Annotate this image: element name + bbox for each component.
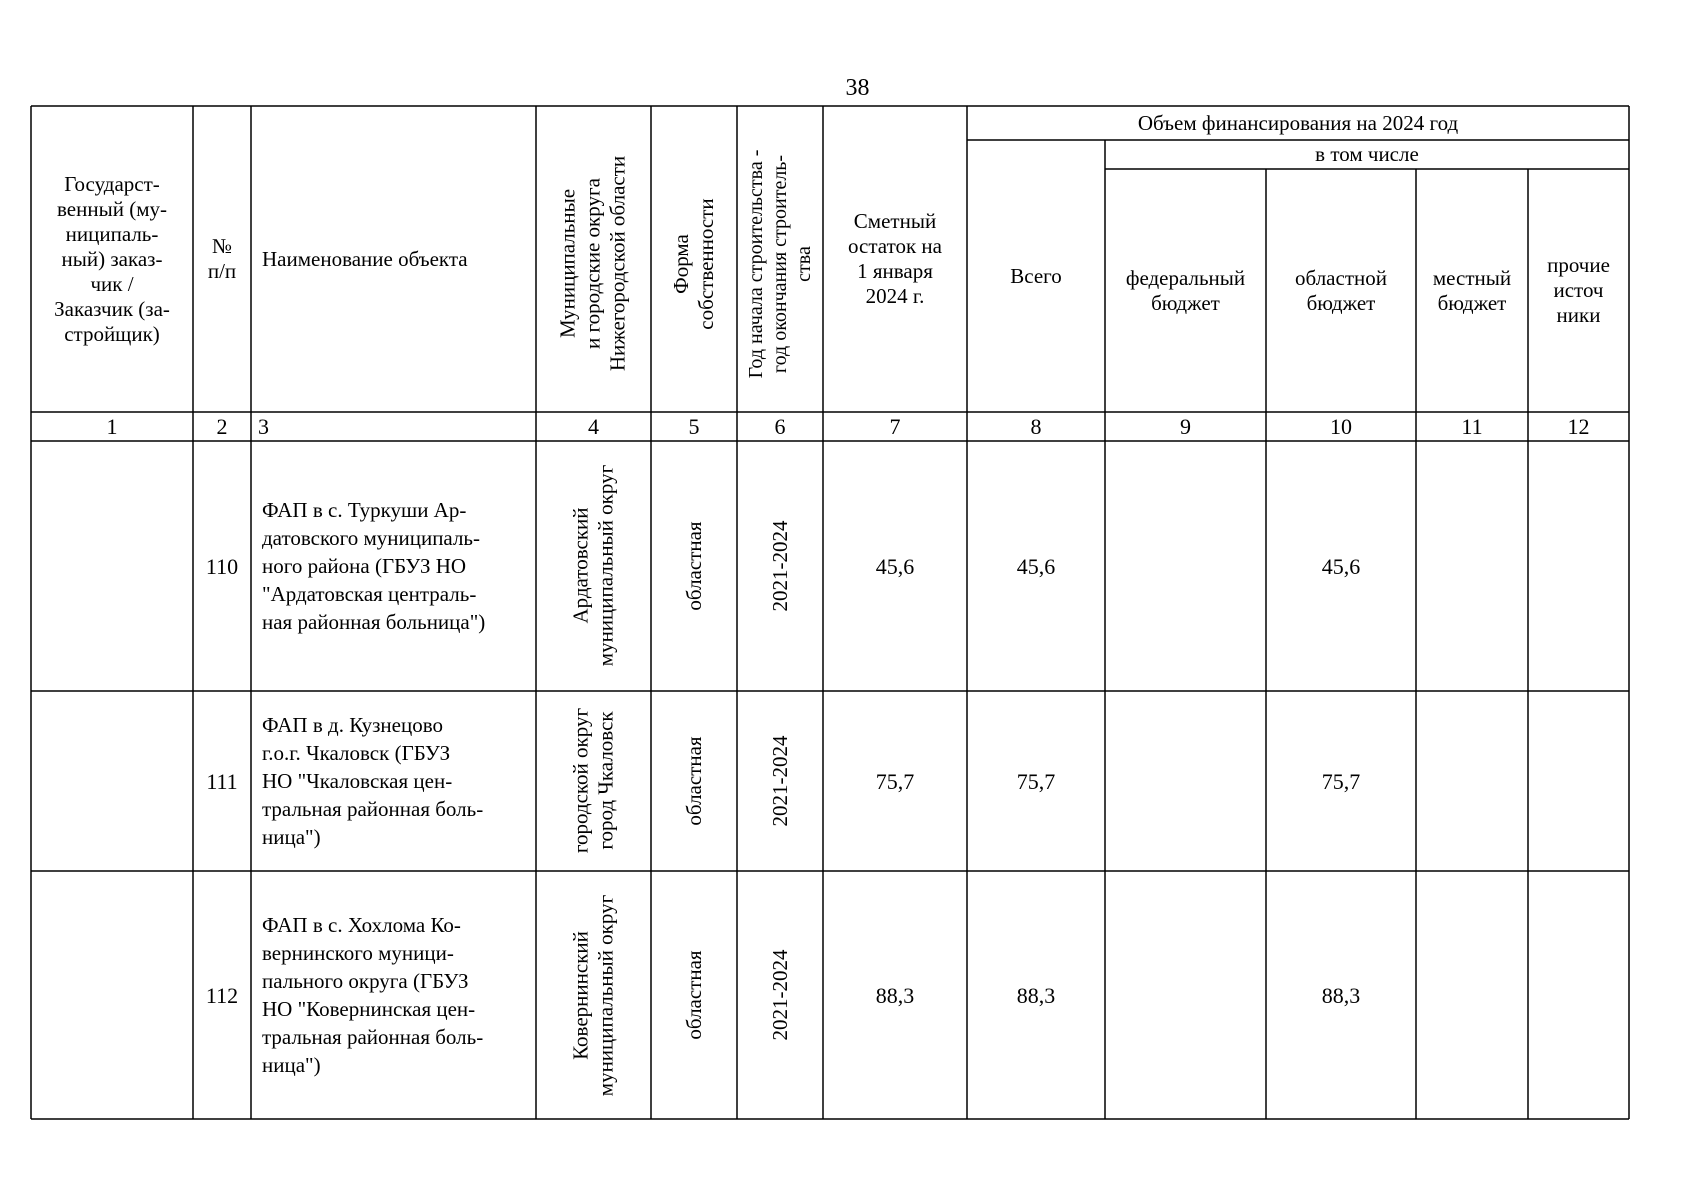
table-row-total: 88,3	[1016, 982, 1056, 1008]
header-municipality: Муниципальные и городские округа Нижегородской области	[555, 155, 630, 372]
table-row-local	[1416, 871, 1528, 1119]
table-row-ownership: областная	[681, 950, 706, 1040]
header-federal-budget: федеральный бюджет	[1125, 265, 1246, 315]
column-number: 12	[1567, 414, 1590, 439]
column-number: 7	[889, 414, 901, 439]
header-construction-years: Год начала строительства - год окончания строитель- ства	[745, 149, 815, 379]
table-row-object-name: ФАП в с. Туркуши Ар- датовского муниципаль- ного района (ГБУЗ НО "Ардатовская централь- ная районная больница")	[262, 498, 486, 634]
header-regional-budget: областной бюджет	[1295, 265, 1387, 315]
table-row-municipality: Ковернинский муниципальный округ	[568, 894, 617, 1097]
column-number: 1	[106, 414, 118, 439]
table-row-other	[1528, 691, 1629, 871]
table-row-other	[1528, 441, 1629, 691]
column-number: 5	[688, 414, 700, 439]
table-row-object-name: ФАП в д. Кузнецово г.о.г. Чкаловск (ГБУЗ НО "Чкаловская цен- тральная районная боль- ница")	[262, 713, 484, 849]
table-row-estimate: 75,7	[875, 768, 915, 794]
column-number: 6	[774, 414, 786, 439]
table-row-other	[1528, 871, 1629, 1119]
column-number: 4	[588, 414, 599, 439]
header-ownership: Форма собственности	[669, 198, 718, 330]
table-row-number: 110	[205, 553, 239, 579]
table-row-total: 75,7	[1016, 768, 1056, 794]
column-number: 10	[1330, 414, 1352, 439]
column-number: 2	[216, 414, 228, 439]
table-row-estimate: 45,6	[875, 553, 915, 579]
table-row-municipality: городской округ город Чкаловск	[568, 707, 617, 854]
table-row-regional: 75,7	[1321, 768, 1361, 794]
table-row-years: 2021-2024	[767, 735, 792, 827]
table-row-municipality: Ардатовский муниципальный округ	[568, 464, 617, 667]
column-number: 8	[1030, 414, 1042, 439]
table-row-object-name: ФАП в с. Хохлома Ко- вернинского муници- пального округа (ГБУЗ НО "Ковернинская цен- тральная районная боль- ница")	[262, 913, 484, 1077]
column-number: 11	[1461, 414, 1483, 439]
table-row-number: 111	[206, 768, 238, 794]
table-row-total: 45,6	[1016, 553, 1056, 579]
table-row-local	[1416, 691, 1528, 871]
table-row-ownership: областная	[681, 736, 706, 826]
header-funding-2024: Объем финансирования на 2024 год	[1137, 110, 1459, 135]
column-number: 3	[258, 413, 269, 439]
header-including: в том числе	[1315, 142, 1419, 166]
table-row-customer	[31, 691, 193, 871]
header-other-sources: прочие источ ники	[1547, 253, 1610, 327]
table-row-estimate: 88,3	[875, 982, 915, 1008]
table-row-years: 2021-2024	[767, 520, 792, 612]
header-total: Всего	[1010, 263, 1062, 288]
table-row-federal	[1105, 441, 1266, 691]
table-row-regional: 88,3	[1321, 982, 1361, 1008]
table-row-customer	[31, 441, 193, 691]
table-row-number: 112	[205, 982, 239, 1008]
header-local-budget: местный бюджет	[1432, 265, 1512, 315]
table-row-federal	[1105, 691, 1266, 871]
table-row-customer	[31, 871, 193, 1119]
table-row-regional: 45,6	[1321, 553, 1361, 579]
header-object-name: Наименование объекта	[262, 247, 468, 271]
table-row-federal	[1105, 871, 1266, 1119]
column-number: 9	[1180, 414, 1191, 439]
header-row-number: № п/п	[207, 234, 237, 283]
table-row-ownership: областная	[681, 521, 706, 611]
table-row-local	[1416, 441, 1528, 691]
header-estimate-balance: Сметный остаток на 1 января 2024 г.	[848, 209, 942, 308]
header-customer: Государст- венный (му- ниципаль- ный) заказ- чик / Заказчик (за- стройщик)	[54, 171, 170, 346]
table-row-years: 2021-2024	[767, 949, 792, 1041]
page-number: 38	[845, 75, 870, 101]
